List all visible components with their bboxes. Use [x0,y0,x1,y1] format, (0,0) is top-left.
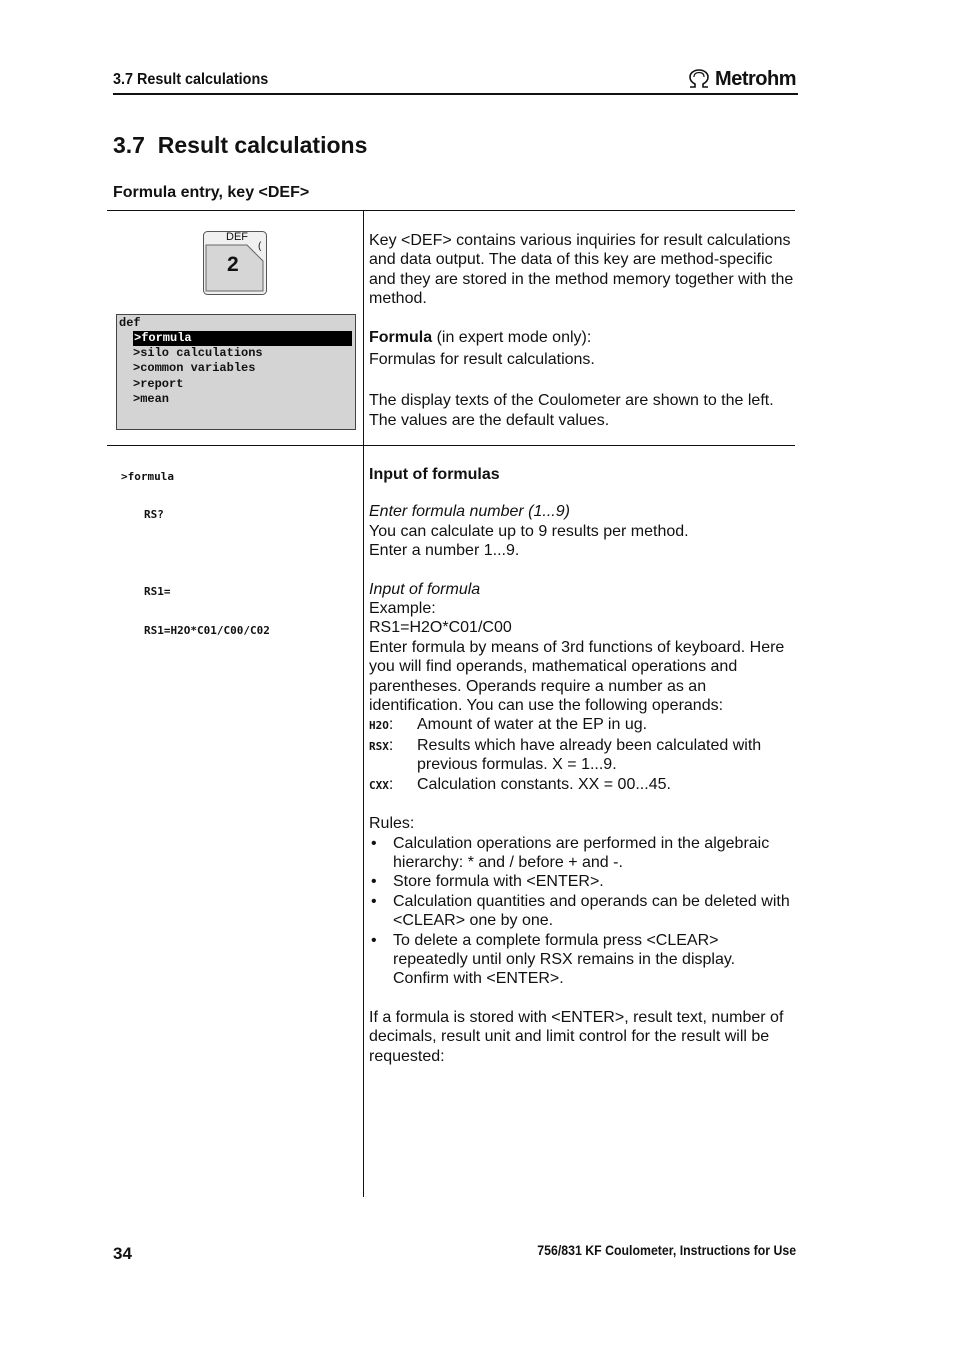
lcd-line-selected: >formula [133,331,352,346]
key-top-label: DEF [226,231,248,243]
bullet-icon: • [371,834,377,852]
table-row-rule [107,445,795,446]
section-subtitle: Formula entry, key <DEF> [113,184,310,201]
operand-code: RSX [369,739,389,753]
rule-item [369,892,794,931]
operand-code: H2O [369,719,389,733]
bullet-icon: • [371,892,377,910]
operand-code: CXX [369,778,389,792]
page-number: 34 [113,1244,132,1263]
formula-description: Formulas for result calculations. [369,351,595,369]
operand-text: Results which have already been calculated with previous formulas. X = 1...9. [417,736,762,774]
code-rs1-example: RS1=H2O*C01/C00/C02 [144,624,270,637]
example-formula: RS1=H2O*C01/C00 [369,619,512,637]
rule-item [369,834,794,873]
table-column-divider [363,210,364,1197]
rule-text: Calculation quantities and operands can be deleted with <CLEAR> one by one. [393,892,790,930]
lcd-line: >silo calculations [133,346,263,360]
code-formula: >formula [121,470,174,483]
operand-item: CXX: Calculation constants. XX = 00...45. [369,775,794,795]
operand-item: RSX: Results which have already been calculated with previous formulas. X = 1...9. [369,736,794,775]
code-rs-query: RS? [144,508,164,521]
rule-text: Calculation operations are performed in the algebraic hierarchy: * and / before + and -. [393,834,770,871]
lcd-line: >report [133,377,184,391]
intro-block [369,231,794,430]
operand-text: Amount of water at the EP in ug. [417,716,648,734]
formula-note: (in expert mode only): [432,328,592,346]
enter-number-text-1: You can calculate up to 9 results per method. [369,522,689,540]
lcd-head: def [119,316,141,330]
key-main-label: 2 [227,253,239,276]
rule-text: To delete a complete formula press <CLEAR> repeatedly until only RSX remains in the display. Confirm with <ENTER>. [393,931,736,988]
closing-paragraph: If a formula is stored with <ENTER>, result text, number of decimals, result unit and limit control for the result will be requested: [369,1008,784,1065]
running-header: 3.7 Result calculations [113,71,269,88]
document-title: 756/831 KF Coulometer, Instructions for Use [537,1242,796,1258]
rule-item [369,872,794,891]
input-description: Enter formula by means of 3rd functions of keyboard. Here you will find operands, mathematical operations and parentheses. Operands require a number as an identification. You can use the following operands: [369,638,785,715]
formula-line [369,328,794,347]
page-title: 3.7 Result calculations [113,132,368,158]
operand-item: H2O: Amount of water at the EP in ug. [369,715,794,735]
example-label: Example: [369,600,436,618]
rules-label: Rules: [369,815,415,833]
metrohm-omega-icon [687,69,711,89]
key-side-label: ( [258,241,262,252]
def-key-illustration [203,231,267,295]
formula-label: Formula [369,328,433,346]
rule-item [369,931,794,989]
lcd-line: >mean [133,392,170,406]
rule-text: Store formula with <ENTER>. [393,873,604,891]
intro-paragraph: Key <DEF> contains various inquiries for result calculations and data output. The data of this key are method-specific and they are stored in the method memory together with the method. [369,232,794,308]
lcd-display [116,314,356,430]
input-formula-label: Input of formula [369,580,481,598]
operand-text: Calculation constants. XX = 00...45. [417,775,671,793]
enter-number-text-2: Enter a number 1...9. [369,542,520,560]
display-note: The display texts of the Coulometer are shown to the left. The values are the default values. [369,392,774,429]
bullet-icon: • [371,931,377,949]
code-rs1: RS1= [144,585,171,598]
table-top-rule [107,210,795,211]
input-block [369,465,794,1066]
bullet-icon: • [371,873,377,891]
brand-logo [687,66,796,92]
input-heading: Input of formulas [369,466,500,483]
brand-name: Metrohm [715,67,796,90]
lcd-line: >common variables [133,361,256,375]
header-rule [113,93,798,95]
enter-number-label: Enter formula number (1...9) [369,503,570,521]
